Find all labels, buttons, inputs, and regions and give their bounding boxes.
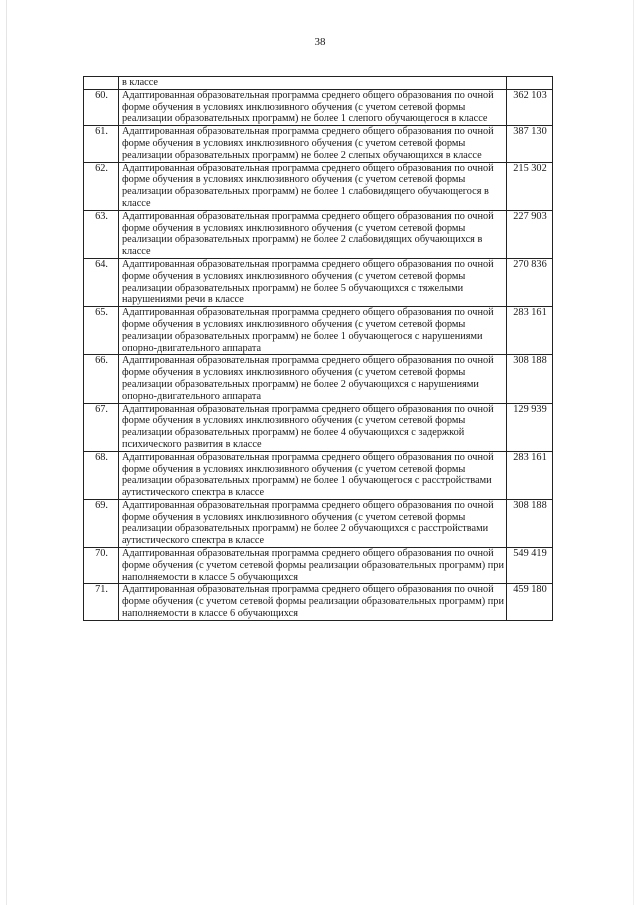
- table-row: [84, 584, 553, 620]
- row-number: 61.: [84, 126, 119, 162]
- row-number: 65.: [84, 307, 119, 355]
- cost-value-cell: [507, 89, 553, 125]
- table-row: [84, 499, 553, 547]
- cost-value: 227 903: [513, 210, 547, 222]
- cost-value-cell: [507, 548, 553, 584]
- cost-value-cell: [507, 355, 553, 403]
- row-number: 60.: [84, 89, 119, 125]
- cost-value-cell: [507, 499, 553, 547]
- cost-value-cell: [507, 162, 553, 210]
- cost-value: 387 130: [513, 126, 547, 138]
- cost-value-cell: [507, 584, 553, 620]
- row-number: 63.: [84, 210, 119, 258]
- cost-value: 270 836: [513, 258, 547, 270]
- table-row: [84, 162, 553, 210]
- table-row: [84, 307, 553, 355]
- row-number: 71.: [84, 584, 119, 620]
- cost-value: 215 302: [513, 162, 547, 174]
- program-description: Адаптированная образовательная программа среднего общего образования по очной форме обучения (с учетом сетевой формы реализации образовательных программ) при наполняемости в классе 5 обучающихся: [119, 548, 507, 584]
- program-description: Адаптированная образовательная программа среднего общего образования по очной форме обучения в условиях инклюзивного обучения (с учетом сетевой формы реализации образовательных программ) не более 2 обучающихся с расстройствами аутистического спектра в классе: [119, 499, 507, 547]
- cost-value-cell: [507, 307, 553, 355]
- cost-value-cell: [507, 210, 553, 258]
- continuation-num-cell: [84, 77, 119, 90]
- continuation-text-cell: в классе: [119, 77, 507, 90]
- continuation-value-cell: [507, 77, 553, 90]
- program-description: Адаптированная образовательная программа среднего общего образования по очной форме обучения в условиях инклюзивного обучения (с учетом сетевой формы реализации образовательных программ) не более 2 слепых обучающихся в классе: [119, 126, 507, 162]
- table-row: [84, 451, 553, 499]
- cost-value: 459 180: [513, 584, 547, 596]
- cost-value: 362 103: [513, 89, 547, 101]
- cost-value: 129 939: [513, 403, 547, 415]
- tariff-table-body: [84, 77, 553, 621]
- table-row: [84, 548, 553, 584]
- table-row: [84, 258, 553, 306]
- cost-value-cell: [507, 451, 553, 499]
- table-row: [84, 210, 553, 258]
- table-row: [84, 89, 553, 125]
- table-row: [84, 355, 553, 403]
- scan-edge-right: [633, 0, 634, 905]
- tariff-table: [83, 76, 553, 621]
- row-number: 69.: [84, 499, 119, 547]
- cost-value: 283 161: [513, 307, 547, 319]
- continuation-row: [84, 77, 553, 90]
- cost-value: 549 419: [513, 548, 547, 560]
- cost-value-cell: [507, 258, 553, 306]
- cost-value-cell: [507, 403, 553, 451]
- scan-edge-left: [6, 0, 7, 905]
- row-number: 62.: [84, 162, 119, 210]
- row-number: 64.: [84, 258, 119, 306]
- table-row: [84, 126, 553, 162]
- program-description: Адаптированная образовательная программа среднего общего образования по очной форме обучения в условиях инклюзивного обучения (с учетом сетевой формы реализации образовательных программ) не более 1 слабовидящего обучающегося в классе: [119, 162, 507, 210]
- row-number: 70.: [84, 548, 119, 584]
- program-description: Адаптированная образовательная программа среднего общего образования по очной форме обучения в условиях инклюзивного обучения (с учетом сетевой формы реализации образовательных программ) не более 1 обучающегося с нарушениями опорно-двигательного аппарата: [119, 307, 507, 355]
- row-number: 66.: [84, 355, 119, 403]
- program-description: Адаптированная образовательная программа среднего общего образования по очной форме обучения в условиях инклюзивного обучения (с учетом сетевой формы реализации образовательных программ) не более 4 обучающихся с задержкой психического развития в классе: [119, 403, 507, 451]
- row-number: 67.: [84, 403, 119, 451]
- cost-value: 308 188: [513, 499, 547, 511]
- program-description: Адаптированная образовательная программа среднего общего образования по очной форме обучения в условиях инклюзивного обучения (с учетом сетевой формы реализации образовательных программ) не более 1 слепого обучающегося в классе: [119, 89, 507, 125]
- cost-value-cell: [507, 126, 553, 162]
- program-description: Адаптированная образовательная программа среднего общего образования по очной форме обучения в условиях инклюзивного обучения (с учетом сетевой формы реализации образовательных программ) не более 5 обучающихся с тяжелыми нарушениями речи в классе: [119, 258, 507, 306]
- cost-value: 308 188: [513, 355, 547, 367]
- cost-value: 283 161: [513, 451, 547, 463]
- program-description: Адаптированная образовательная программа среднего общего образования по очной форме обучения в условиях инклюзивного обучения (с учетом сетевой формы реализации образовательных программ) не более 1 обучающегося с расстройствами аутистического спектра в классе: [119, 451, 507, 499]
- program-description: Адаптированная образовательная программа среднего общего образования по очной форме обучения (с учетом сетевой формы реализации образовательных программ) при наполняемости в классе 6 обучающихся: [119, 584, 507, 620]
- program-description: Адаптированная образовательная программа среднего общего образования по очной форме обучения в условиях инклюзивного обучения (с учетом сетевой формы реализации образовательных программ) не более 2 слабовидящих обучающихся в классе: [119, 210, 507, 258]
- page-number: 38: [314, 36, 326, 48]
- row-number: 68.: [84, 451, 119, 499]
- program-description: Адаптированная образовательная программа среднего общего образования по очной форме обучения в условиях инклюзивного обучения (с учетом сетевой формы реализации образовательных программ) не более 2 обучающихся с нарушениями опорно-двигательного аппарата: [119, 355, 507, 403]
- table-row: [84, 403, 553, 451]
